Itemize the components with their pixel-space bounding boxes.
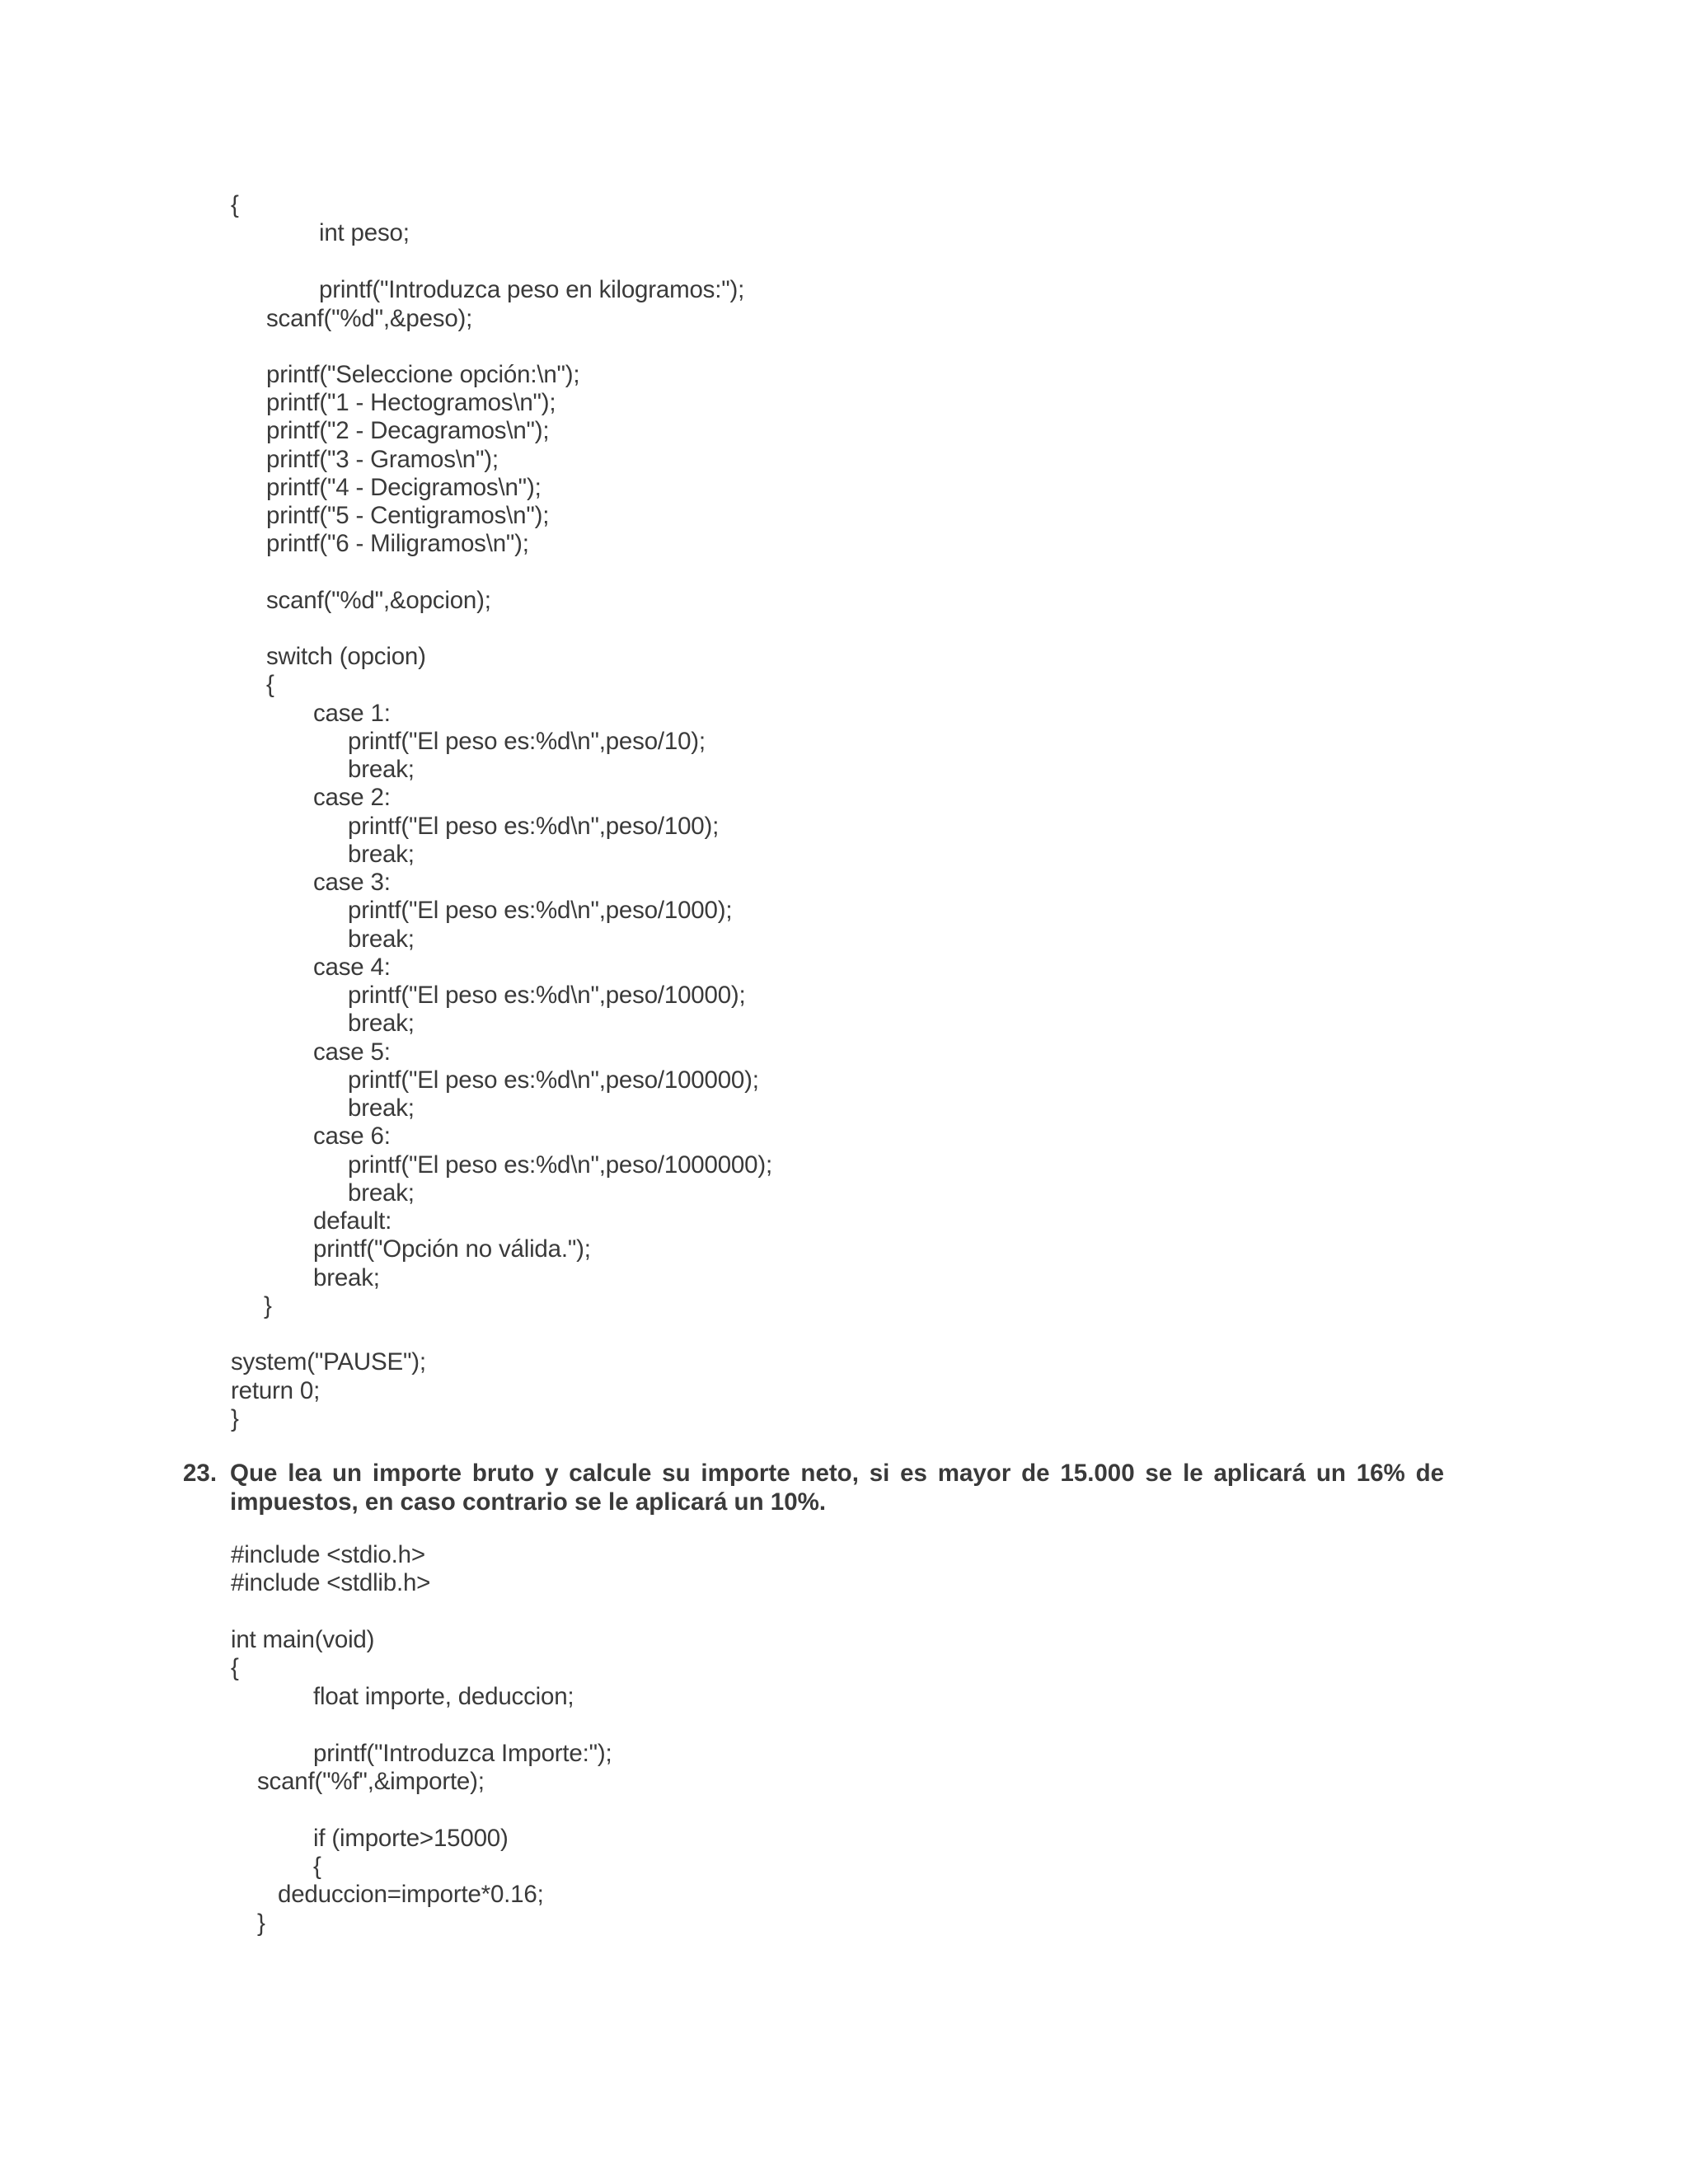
code-line: printf("3 - Gramos\n"); (266, 446, 499, 473)
code-line: break; (348, 841, 415, 868)
code-line: deduccion=importe*0.16; (278, 1881, 544, 1908)
code-line: default: (313, 1207, 392, 1235)
code-line: break; (348, 926, 415, 953)
code-line: printf("El peso es:%d\n",peso/10000); (348, 982, 746, 1009)
code-line: printf("Introduzca Importe:"); (313, 1740, 612, 1767)
question-text-line-2: impuestos, en caso contrario se le aplicará un 10%. (230, 1488, 827, 1516)
question-text-line-1: Que lea un importe bruto y calcule su importe neto, si es mayor de 15.000 se le aplicará un 16% de (230, 1460, 1444, 1487)
question-23 (183, 1459, 1444, 1516)
code-line: printf("2 - Decagramos\n"); (266, 417, 550, 444)
code-line: system("PAUSE"); (231, 1348, 426, 1376)
code-line: } (231, 1405, 239, 1432)
code-line: printf("4 - Decigramos\n"); (266, 474, 542, 501)
code-line: } (264, 1292, 272, 1319)
code-line: printf("1 - Hectogramos\n"); (266, 389, 556, 416)
code-line: printf("El peso es:%d\n",peso/10); (348, 728, 706, 755)
code-line: { (231, 1654, 239, 1681)
code-line: case 3: (313, 869, 391, 896)
code-line: return 0; (231, 1377, 321, 1404)
code-line: printf("Seleccione opción:\n"); (266, 361, 580, 388)
code-line: break; (348, 756, 415, 783)
code-line: { (231, 191, 239, 218)
code-line: break; (313, 1264, 380, 1291)
code-line: { (313, 1853, 321, 1880)
code-line: printf("5 - Centigramos\n"); (266, 502, 550, 529)
code-line: case 2: (313, 784, 391, 811)
code-line: printf("El peso es:%d\n",peso/1000000); (348, 1151, 772, 1179)
code-line: printf("6 - Miligramos\n"); (266, 530, 529, 557)
code-line: float importe, deduccion; (313, 1683, 574, 1710)
code-line: printf("El peso es:%d\n",peso/100000); (348, 1066, 759, 1094)
code-line: { (266, 671, 274, 698)
code-line: if (importe>15000) (313, 1825, 509, 1852)
code-line: break; (348, 1010, 415, 1037)
code-line: int main(void) (231, 1626, 375, 1653)
code-line: case 5: (313, 1038, 391, 1066)
code-line: scanf("%f",&importe); (257, 1768, 485, 1795)
code-line: scanf("%d",&opcion); (266, 587, 491, 614)
code-line: printf("El peso es:%d\n",peso/100); (348, 813, 720, 840)
code-line: #include <stdio.h> (231, 1541, 425, 1568)
question-number: 23. (183, 1460, 218, 1487)
code-line: #include <stdlib.h> (231, 1569, 431, 1596)
code-line: case 4: (313, 954, 391, 981)
code-line: } (257, 1910, 265, 1937)
code-line: switch (opcion) (266, 643, 426, 670)
code-line: scanf("%d",&peso); (266, 305, 473, 332)
question-text (230, 1459, 1444, 1516)
code-line: printf("El peso es:%d\n",peso/1000); (348, 897, 733, 924)
code-line: break; (348, 1179, 415, 1207)
code-line: case 6: (313, 1122, 391, 1150)
code-line: break; (348, 1094, 415, 1122)
code-line: case 1: (313, 700, 391, 727)
code-line: int peso; (319, 219, 410, 246)
code-line: printf("Opción no válida."); (313, 1235, 591, 1263)
code-line: printf("Introduzca peso en kilogramos:"); (319, 276, 745, 303)
